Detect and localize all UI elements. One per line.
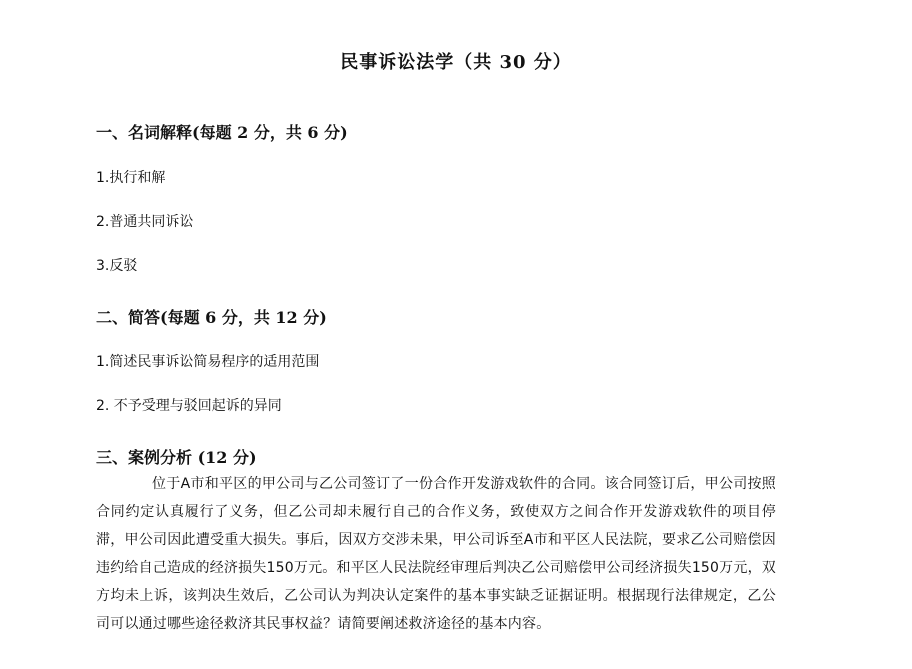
term-item-3: 3.反驳 [96,258,138,274]
section-heading-case-analysis: 三、案例分析 (12 分) [96,448,257,467]
term-item-2: 2.普通共同诉讼 [96,214,194,230]
case-paragraph: 位于A市和平区的甲公司与乙公司签订了一份合作开发游戏软件的合同。该合同签订后，甲公司按照合同约定认真履行了义务，但乙公司却未履行自己的合作义务，致使双方之间合作开发游戏软件的项目停滞，甲公司因此遭受重大损失。事后，因双方交涉未果，甲公司诉至A市和平区人民法院，要求乙公司赔偿因违约给自己造成的经济损失150万元。和平区人民法院经审理后判决乙公司赔偿甲公司经济损失150万元，双方均未上诉，该判决生效后，乙公司认为判决认定案件的基本事实缺乏证据证明。根据现行法律规定，乙公司可以通过哪些途径救济其民事权益？请简要阐述救济途径的基本内容。 [96,476,776,632]
section-heading-short-answer: 二、简答(每题 6 分，共 12 分) [96,308,327,327]
short-answer-item-2: 2. 不予受理与驳回起诉的异同 [96,398,282,414]
term-item-1: 1.执行和解 [96,170,166,186]
short-answer-item-1: 1.简述民事诉讼简易程序的适用范围 [96,354,320,370]
section-heading-terms: 一、名词解释(每题 2 分，共 6 分) [96,123,348,142]
document-title: 民事诉讼法学（共 30 分） [340,52,572,73]
